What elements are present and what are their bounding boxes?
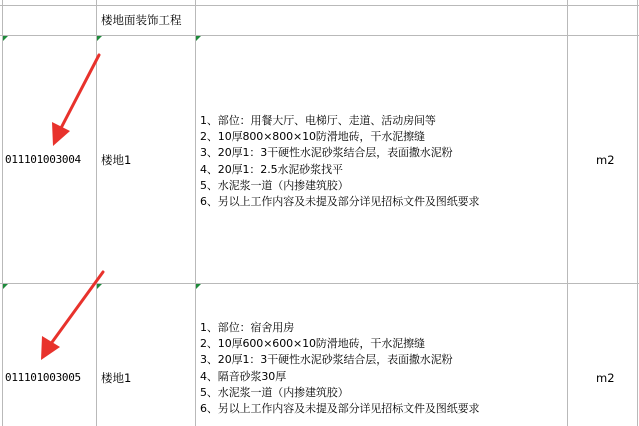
description-line: 2、10厚800×800×10防滑地砖，干水泥擦缝 <box>200 130 425 144</box>
description-line: 6、另以上工作内容及未提及部分详见招标文件及图纸要求 <box>200 195 480 209</box>
description-line: 5、水泥浆一道（内掺建筑胶） <box>200 178 349 192</box>
red-arrow-icon <box>41 272 103 360</box>
description-line: 2、10厚600×600×10防滑地砖，干水泥擦缝 <box>200 337 425 351</box>
description-line: 4、20厚1：2.5水泥砂浆找平 <box>200 162 343 176</box>
item-code-cell[interactable]: 011101003004 <box>5 153 81 166</box>
item-name-cell[interactable]: 楼地1 <box>101 153 132 167</box>
description-line: 5、水泥浆一道（内掺建筑胶） <box>200 385 349 399</box>
unit-cell[interactable]: m2 <box>596 153 615 167</box>
description-line: 6、另以上工作内容及未提及部分详见招标文件及图纸要求 <box>200 402 480 416</box>
description-line: 4、隔音砂浆30厚 <box>200 369 287 383</box>
description-line: 1、部位：用餐大厅、电梯厅、走道、活动房间等 <box>200 114 436 127</box>
item-code-cell[interactable]: 011101003005 <box>5 371 81 384</box>
description-line: 3、20厚1：3干硬性水泥砂浆结合层，表面撒水泥粉 <box>200 146 453 160</box>
section-title-cell[interactable]: 楼地面装饰工程 <box>101 13 182 27</box>
red-arrow-icon <box>52 55 99 146</box>
description-line: 1、部位：宿舍用房 <box>200 321 295 334</box>
item-name-cell[interactable]: 楼地1 <box>101 371 132 385</box>
unit-cell[interactable]: m2 <box>596 371 615 385</box>
description-line: 3、20厚1：3干硬性水泥砂浆结合层，表面撒水泥粉 <box>200 353 453 367</box>
